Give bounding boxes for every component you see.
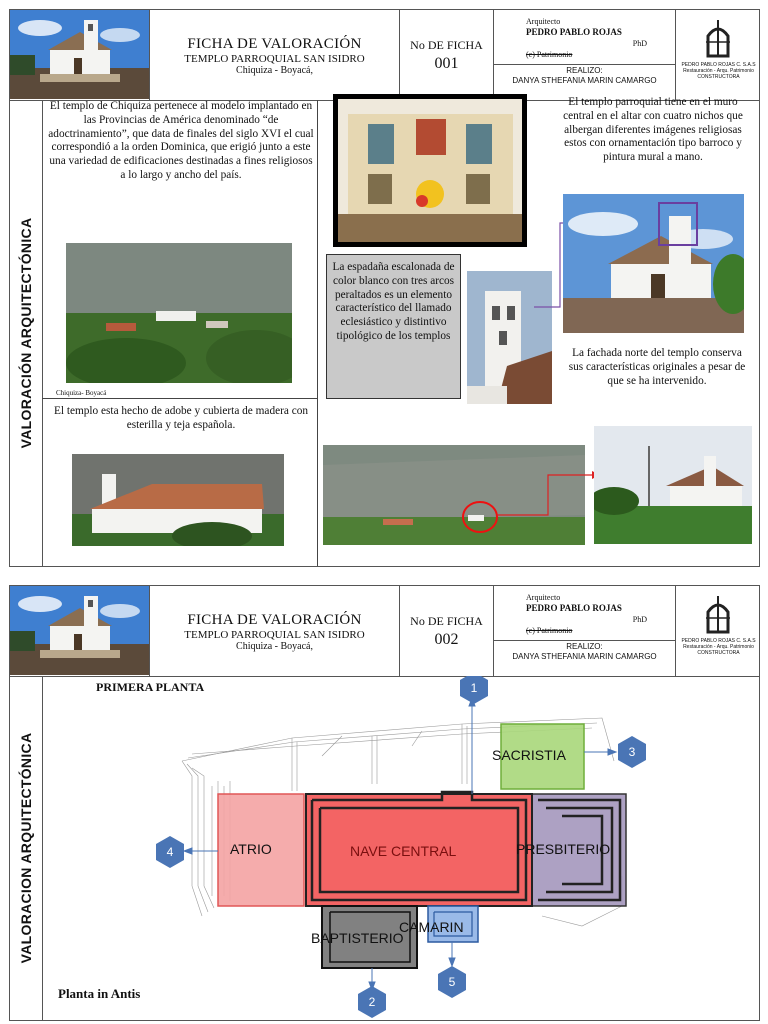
label-atrio: ATRIO xyxy=(230,841,272,857)
church-name: TEMPLO PARROQUIAL SAN ISIDRO xyxy=(184,629,365,641)
marker-5-icon xyxy=(438,966,466,998)
made-by-name: DANYA STHEFANIA MARIN CAMARGO xyxy=(512,76,657,85)
logo-line-2: Restauración - Arqu. Patrimonio xyxy=(683,644,754,650)
marker-4-icon xyxy=(156,836,184,868)
marker-3-label: 3 xyxy=(628,745,636,759)
company-logo-icon xyxy=(676,10,760,99)
header-number-block xyxy=(400,10,494,100)
logo-line-3: CONSTRUCTORA xyxy=(697,650,740,656)
side-title: VALORACIÓN ARQUITECTÓNICA xyxy=(18,217,34,449)
valley-photo xyxy=(66,243,292,383)
espadana-text-box: La espadaña escalonada de color blanco con tres arcos peraltados es un elemento característico del llamado eclesiástico y distintivo tipológico de los templos xyxy=(326,254,461,399)
sheet-number: 002 xyxy=(434,631,459,648)
plan-title: PRIMERA PLANTA xyxy=(96,680,205,694)
made-by-label: REALIZO: xyxy=(566,642,603,651)
marker-3-icon xyxy=(618,736,646,768)
label-presbiterio: PRESBITERIO xyxy=(516,841,611,857)
label-sacristia: SACRISTIA xyxy=(492,747,566,763)
sheet-title: FICHA DE VALORACIÓN xyxy=(187,612,362,628)
marker-4-label: 4 xyxy=(166,845,174,859)
sheet-number: 001 xyxy=(434,55,459,72)
side-title-column xyxy=(10,100,43,566)
sheet-header xyxy=(10,586,759,677)
church-location: Chiquiza - Boyacá, xyxy=(236,641,313,652)
church-thumbnail-image xyxy=(10,10,149,99)
made-by-name: DANYA STHEFANIA MARIN CAMARGO xyxy=(512,652,657,661)
valuation-sheet-1 xyxy=(9,9,760,567)
church-distant-photo xyxy=(594,426,752,544)
church-location-marker xyxy=(460,470,600,540)
plan-type: Planta in Antis xyxy=(58,986,141,1001)
sheet-title: FICHA DE VALORACIÓN xyxy=(187,36,362,52)
marker-1-icon xyxy=(460,676,488,704)
architect-label: Arquitecto xyxy=(526,17,561,26)
header-number-block xyxy=(400,586,494,676)
label-nave-central: NAVE CENTRAL xyxy=(350,843,457,859)
label-baptisterio: BAPTISTERIO xyxy=(311,930,404,946)
logo-line-2: Restauración - Arqu. Patrimonio xyxy=(683,68,754,74)
sheet-header xyxy=(10,10,759,101)
church-side-photo xyxy=(72,454,284,546)
logo-line-1: PEDRO PABLO ROJAS C. S.A.S xyxy=(681,62,756,68)
company-logo xyxy=(676,10,761,100)
architect-name: PEDRO PABLO ROJAS xyxy=(526,27,622,37)
logo-line-3: CONSTRUCTORA xyxy=(697,74,740,80)
patrimonio-label: (c) Patrimonio xyxy=(526,50,573,59)
facade-photo xyxy=(563,194,744,333)
belfry-highlight-box xyxy=(658,202,698,246)
header-photo xyxy=(10,586,150,676)
header-author-block xyxy=(494,10,676,100)
architect-degree: PhD xyxy=(632,39,647,48)
architect-degree: PhD xyxy=(632,615,647,624)
altar-photo xyxy=(333,94,527,247)
header-title-block xyxy=(150,586,400,676)
material-text: El templo esta hecho de adobe y cubierta de madera con esterilla y teja española. xyxy=(53,405,309,431)
church-name: TEMPLO PARROQUIAL SAN ISIDRO xyxy=(184,53,365,65)
header-photo xyxy=(10,10,150,100)
altar-text: El templo parroquial tiene en el muro central en el altar con cuatro nichos que albergan diferentes imágenes religiosas estos con ornamentación tipo barroco y pintura mural a mano. xyxy=(563,96,743,164)
architect-label: Arquitecto xyxy=(526,593,561,602)
side-title: VALORACION ARQUITECTÓNICA xyxy=(18,732,34,964)
label-camarin: CAMARIN xyxy=(399,919,464,935)
made-by-label: REALIZO: xyxy=(566,66,603,75)
header-title-block xyxy=(150,10,400,100)
church-thumbnail-image xyxy=(10,586,149,675)
valley-photo-caption: Chiquiza- Boyacá xyxy=(56,389,107,397)
side-title-column xyxy=(10,676,43,1020)
architect-name: PEDRO PABLO ROJAS xyxy=(526,603,622,613)
patrimonio-label: (c) Patrimonio xyxy=(526,626,573,635)
church-location: Chiquiza - Boyacá, xyxy=(236,65,313,76)
valuation-sheet-2 xyxy=(9,585,760,1021)
marker-2-icon xyxy=(358,986,386,1018)
facade-text: La fachada norte del templo conserva sus características originales a pesar de que se ha intervenido. xyxy=(568,347,746,387)
row-divider xyxy=(42,398,318,399)
marker-5-label: 5 xyxy=(448,975,456,989)
header-author-block xyxy=(494,586,676,676)
marker-2-label: 2 xyxy=(368,995,376,1009)
company-logo xyxy=(676,586,761,676)
company-logo-icon xyxy=(676,586,760,675)
column-divider xyxy=(317,100,318,566)
intro-text: El templo de Chiquiza pertenece al modelo implantado en las Provincias de América denominado “de adoctrinamiento”, que data de finales del siglo XVI el cual correspondió a la orden Dominica, que erigió junto a este una variedad de edificaciones destinadas a fines religiosos a lo largo y ancho del país. xyxy=(48,100,314,181)
sheet-number-label: No DE FICHA xyxy=(410,614,483,628)
logo-line-1: PEDRO PABLO ROJAS C. S.A.S xyxy=(681,638,756,644)
sheet-number-label: No DE FICHA xyxy=(410,38,483,52)
marker-1-label: 1 xyxy=(470,681,478,695)
